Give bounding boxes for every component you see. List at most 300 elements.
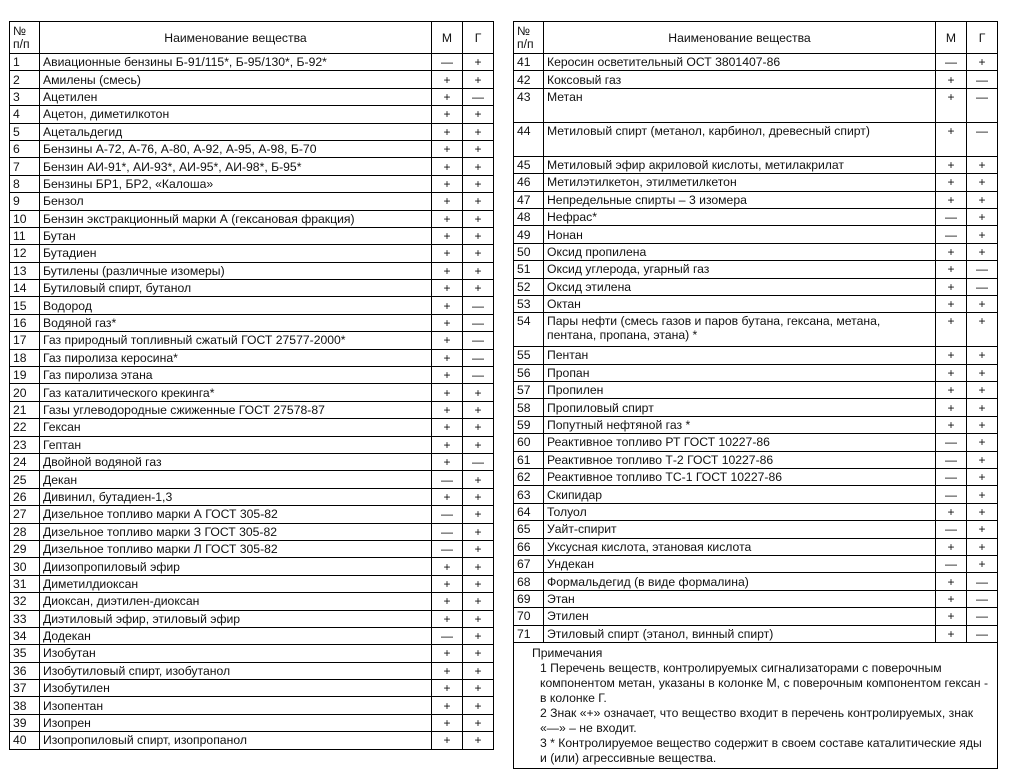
table-row — [10, 401, 494, 418]
substance-name: Изобутиловый спирт, изобутанол — [40, 662, 432, 679]
substance-name: Метан — [544, 88, 936, 122]
substance-name: Ундекан — [544, 555, 936, 572]
row-number: 39 — [10, 714, 40, 731]
substance-name: Дизельное топливо марки Л ГОСТ 305-82 — [40, 540, 432, 557]
row-number: 21 — [10, 401, 40, 418]
m-mark: + — [432, 297, 463, 314]
m-mark: + — [432, 280, 463, 297]
m-mark: + — [936, 122, 967, 156]
table-row — [10, 123, 494, 140]
substance-name: Уксусная кислота, этановая кислота — [544, 538, 936, 555]
substance-name: Этилен — [544, 608, 936, 625]
g-mark: — — [967, 573, 998, 590]
g-mark: + — [463, 714, 494, 731]
substance-name: Метилэтилкетон, этилметилкетон — [544, 174, 936, 191]
row-number: 66 — [514, 538, 544, 555]
g-mark: — — [463, 314, 494, 331]
g-mark: + — [463, 610, 494, 627]
table-row — [10, 506, 494, 523]
g-mark: + — [463, 506, 494, 523]
m-mark: + — [432, 314, 463, 331]
m-mark: + — [936, 399, 967, 416]
row-number: 46 — [514, 174, 544, 191]
row-number: 53 — [514, 295, 544, 312]
m-mark: + — [432, 558, 463, 575]
substance-name: Диэтиловый эфир, этиловый эфир — [40, 610, 432, 627]
g-mark: + — [967, 486, 998, 503]
row-number: 34 — [10, 627, 40, 644]
substance-name: Реактивное топливо РТ ГОСТ 10227-86 — [544, 434, 936, 451]
table-row — [10, 210, 494, 227]
g-mark: + — [967, 226, 998, 243]
m-mark: + — [432, 140, 463, 157]
g-mark: + — [967, 364, 998, 381]
table-row — [10, 680, 494, 697]
substance-name: Бутилены (различные изомеры) — [40, 262, 432, 279]
g-mark: — — [967, 71, 998, 88]
row-number: 54 — [514, 313, 544, 347]
m-mark: + — [936, 313, 967, 347]
g-mark: + — [463, 471, 494, 488]
header-g: Г — [967, 22, 998, 54]
table-row — [10, 54, 494, 71]
m-mark: — — [936, 486, 967, 503]
g-mark: + — [463, 262, 494, 279]
notes-block — [514, 642, 998, 768]
substance-name: Октан — [544, 295, 936, 312]
table-row — [514, 313, 998, 347]
m-mark: — — [432, 627, 463, 644]
table-row — [514, 261, 998, 278]
substance-name: Непредельные спирты – 3 изомера — [544, 191, 936, 208]
m-mark: — — [936, 434, 967, 451]
m-mark: + — [936, 382, 967, 399]
g-mark: — — [967, 625, 998, 642]
substance-name: Водород — [40, 297, 432, 314]
table-row — [514, 538, 998, 555]
substance-name: Нонан — [544, 226, 936, 243]
row-number: 47 — [514, 191, 544, 208]
m-mark: + — [432, 193, 463, 210]
table-row — [10, 436, 494, 453]
header-number: № п/п — [10, 22, 40, 54]
g-mark: + — [463, 54, 494, 71]
m-mark: + — [936, 625, 967, 642]
table-row — [514, 174, 998, 191]
m-mark: — — [936, 469, 967, 486]
row-number: 71 — [514, 625, 544, 642]
row-number: 24 — [10, 453, 40, 470]
row-number: 69 — [514, 590, 544, 607]
m-mark: + — [432, 453, 463, 470]
g-mark: + — [463, 558, 494, 575]
substance-name: Изопентан — [40, 697, 432, 714]
note-1: 1 Перечень веществ, контролируемых сигнализаторами с поверочным компонентом метан, указаны в колонке М, с поверочным компонентом гексан - в колонке Г. — [540, 660, 989, 705]
g-mark: + — [967, 451, 998, 468]
row-number: 7 — [10, 158, 40, 175]
m-mark: + — [432, 123, 463, 140]
m-mark: + — [432, 227, 463, 244]
substance-name: Ацетальдегид — [40, 123, 432, 140]
substance-name: Диизопропиловый эфир — [40, 558, 432, 575]
row-number: 35 — [10, 645, 40, 662]
row-number: 29 — [10, 540, 40, 557]
row-number: 61 — [514, 451, 544, 468]
m-mark: — — [432, 523, 463, 540]
m-mark: + — [936, 590, 967, 607]
g-mark: + — [463, 210, 494, 227]
substance-name: Гексан — [40, 419, 432, 436]
m-mark: + — [432, 262, 463, 279]
table-row — [514, 469, 998, 486]
table-row — [514, 122, 998, 156]
m-mark: + — [936, 295, 967, 312]
table-row — [514, 416, 998, 433]
m-mark: + — [432, 436, 463, 453]
row-number: 11 — [10, 227, 40, 244]
table-row — [10, 227, 494, 244]
substance-name: Бутан — [40, 227, 432, 244]
row-number: 2 — [10, 71, 40, 88]
m-mark: + — [936, 503, 967, 520]
g-mark: — — [463, 297, 494, 314]
substance-name: Формальдегид (в виде формалина) — [544, 573, 936, 590]
g-mark: + — [967, 521, 998, 538]
row-number: 55 — [514, 347, 544, 364]
table-row — [10, 610, 494, 627]
table-row — [10, 297, 494, 314]
row-number: 42 — [514, 71, 544, 88]
substance-name: Ацетилен — [40, 88, 432, 105]
m-mark: + — [936, 261, 967, 278]
table-row — [10, 558, 494, 575]
m-mark: + — [936, 156, 967, 173]
row-number: 43 — [514, 88, 544, 122]
substance-name: Диметилдиоксан — [40, 575, 432, 592]
g-mark: + — [463, 158, 494, 175]
table-row — [514, 347, 998, 364]
substance-name: Реактивное топливо ТС-1 ГОСТ 10227-86 — [544, 469, 936, 486]
m-mark: + — [936, 347, 967, 364]
row-number: 38 — [10, 697, 40, 714]
substance-name: Метиловый спирт (метанол, карбинол, древесный спирт) — [544, 122, 936, 156]
m-mark: — — [432, 54, 463, 71]
substance-name: Реактивное топливо Т-2 ГОСТ 10227-86 — [544, 451, 936, 468]
m-mark: + — [432, 488, 463, 505]
table-row — [10, 349, 494, 366]
m-mark: — — [936, 54, 967, 71]
m-mark: + — [432, 662, 463, 679]
g-mark: + — [463, 280, 494, 297]
substance-name: Пропилен — [544, 382, 936, 399]
row-number: 64 — [514, 503, 544, 520]
g-mark: — — [463, 332, 494, 349]
substances-table-right — [513, 21, 998, 769]
row-number: 50 — [514, 243, 544, 260]
row-number: 62 — [514, 469, 544, 486]
g-mark: — — [463, 453, 494, 470]
g-mark: + — [463, 140, 494, 157]
g-mark: + — [463, 106, 494, 123]
m-mark: + — [936, 573, 967, 590]
table-row — [10, 106, 494, 123]
substance-name: Газ природный топливный сжатый ГОСТ 27577-2000* — [40, 332, 432, 349]
row-number: 59 — [514, 416, 544, 433]
row-number: 31 — [10, 575, 40, 592]
substance-name: Уайт-спирит — [544, 521, 936, 538]
table-row — [10, 488, 494, 505]
substance-name: Гептан — [40, 436, 432, 453]
table-row — [514, 208, 998, 225]
table-row — [10, 523, 494, 540]
m-mark: + — [936, 416, 967, 433]
substance-name: Керосин осветительный ОСТ 3801407-86 — [544, 54, 936, 71]
m-mark: + — [936, 364, 967, 381]
m-mark: + — [432, 106, 463, 123]
g-mark: — — [967, 122, 998, 156]
m-mark: — — [936, 226, 967, 243]
substance-name: Декан — [40, 471, 432, 488]
substance-name: Оксид этилена — [544, 278, 936, 295]
substance-name: Толуол — [544, 503, 936, 520]
table-row — [10, 332, 494, 349]
g-mark: + — [967, 538, 998, 555]
g-mark: + — [967, 243, 998, 260]
substance-name: Попутный нефтяной газ * — [544, 416, 936, 433]
substance-name: Метиловый эфир акриловой кислоты, метилакрилат — [544, 156, 936, 173]
g-mark: + — [967, 54, 998, 71]
m-mark: — — [936, 555, 967, 572]
substance-name: Бензин экстракционный марки А (гексановая фракция) — [40, 210, 432, 227]
table-row — [514, 71, 998, 88]
table-row — [514, 451, 998, 468]
substance-name: Авиационные бензины Б-91/115*, Б-95/130*, Б-92* — [40, 54, 432, 71]
row-number: 25 — [10, 471, 40, 488]
substance-name: Газ пиролиза этана — [40, 367, 432, 384]
table-row — [514, 555, 998, 572]
header-number: № п/п — [514, 22, 544, 54]
substance-name: Газы углеводородные сжиженные ГОСТ 27578-87 — [40, 401, 432, 418]
row-number: 12 — [10, 245, 40, 262]
row-number: 63 — [514, 486, 544, 503]
g-mark: + — [967, 347, 998, 364]
m-mark: — — [432, 540, 463, 557]
m-mark: + — [432, 714, 463, 731]
table-row — [514, 399, 998, 416]
row-number: 30 — [10, 558, 40, 575]
g-mark: + — [463, 401, 494, 418]
g-mark: — — [967, 608, 998, 625]
row-number: 22 — [10, 419, 40, 436]
table-body-left — [10, 54, 494, 750]
m-mark: + — [936, 174, 967, 191]
table-row — [10, 662, 494, 679]
table-row — [514, 521, 998, 538]
m-mark: + — [432, 697, 463, 714]
table-row — [10, 140, 494, 157]
m-mark: — — [936, 208, 967, 225]
table-row — [514, 156, 998, 173]
g-mark: — — [463, 367, 494, 384]
g-mark: + — [463, 193, 494, 210]
row-number: 67 — [514, 555, 544, 572]
g-mark: + — [967, 382, 998, 399]
g-mark: — — [463, 88, 494, 105]
row-number: 16 — [10, 314, 40, 331]
table-row — [514, 590, 998, 607]
m-mark: + — [936, 538, 967, 555]
table-row — [10, 453, 494, 470]
substance-name: Пентан — [544, 347, 936, 364]
row-number: 32 — [10, 593, 40, 610]
m-mark: + — [936, 191, 967, 208]
row-number: 41 — [514, 54, 544, 71]
row-number: 37 — [10, 680, 40, 697]
header-substance-name: Наименование вещества — [40, 22, 432, 54]
m-mark: + — [432, 610, 463, 627]
m-mark: — — [936, 451, 967, 468]
row-number: 15 — [10, 297, 40, 314]
table-row — [514, 54, 998, 71]
row-number: 51 — [514, 261, 544, 278]
m-mark: + — [432, 88, 463, 105]
substance-name: Бутиловый спирт, бутанол — [40, 280, 432, 297]
m-mark: + — [432, 732, 463, 749]
header-substance-name: Наименование вещества — [544, 22, 936, 54]
m-mark: — — [936, 521, 967, 538]
row-number: 14 — [10, 280, 40, 297]
table-row — [10, 384, 494, 401]
table-row — [514, 364, 998, 381]
table-body-right — [514, 54, 998, 643]
table-row — [10, 540, 494, 557]
g-mark: + — [463, 123, 494, 140]
row-number: 33 — [10, 610, 40, 627]
row-number: 36 — [10, 662, 40, 679]
row-number: 52 — [514, 278, 544, 295]
g-mark: + — [463, 540, 494, 557]
table-row — [514, 278, 998, 295]
table-row — [514, 608, 998, 625]
row-number: 23 — [10, 436, 40, 453]
substance-name: Бензины А-72, А-76, А-80, А-92, А-95, А-98, Б-70 — [40, 140, 432, 157]
m-mark: — — [432, 471, 463, 488]
substances-table-left — [9, 21, 494, 750]
g-mark: + — [463, 697, 494, 714]
m-mark: + — [432, 245, 463, 262]
table-row — [10, 575, 494, 592]
table-row — [514, 88, 998, 122]
g-mark: + — [463, 732, 494, 749]
m-mark: + — [432, 71, 463, 88]
g-mark: + — [463, 71, 494, 88]
row-number: 13 — [10, 262, 40, 279]
substance-name: Газ пиролиза керосина* — [40, 349, 432, 366]
table-row — [514, 486, 998, 503]
substance-name: Дизельное топливо марки З ГОСТ 305-82 — [40, 523, 432, 540]
row-number: 17 — [10, 332, 40, 349]
table-row — [10, 593, 494, 610]
row-number: 1 — [10, 54, 40, 71]
substance-name: Двойной водяной газ — [40, 453, 432, 470]
table-row — [514, 573, 998, 590]
m-mark: + — [432, 575, 463, 592]
m-mark: + — [432, 401, 463, 418]
g-mark: + — [463, 662, 494, 679]
substance-name: Изобутилен — [40, 680, 432, 697]
row-number: 8 — [10, 175, 40, 192]
row-number: 26 — [10, 488, 40, 505]
m-mark: + — [936, 608, 967, 625]
row-number: 70 — [514, 608, 544, 625]
table-row — [10, 245, 494, 262]
table-row — [10, 193, 494, 210]
g-mark: + — [967, 469, 998, 486]
row-number: 20 — [10, 384, 40, 401]
g-mark: + — [967, 555, 998, 572]
row-number: 45 — [514, 156, 544, 173]
g-mark: + — [967, 174, 998, 191]
substance-name: Коксовый газ — [544, 71, 936, 88]
table-row — [514, 503, 998, 520]
row-number: 5 — [10, 123, 40, 140]
table-row — [10, 645, 494, 662]
m-mark: + — [432, 158, 463, 175]
g-mark: + — [967, 313, 998, 347]
g-mark: — — [463, 349, 494, 366]
m-mark: + — [432, 645, 463, 662]
row-number: 44 — [514, 122, 544, 156]
header-m: М — [432, 22, 463, 54]
substance-name: Додекан — [40, 627, 432, 644]
table-row — [514, 243, 998, 260]
m-mark: + — [432, 593, 463, 610]
g-mark: + — [463, 227, 494, 244]
substance-name: Дивинил, бутадиен-1,3 — [40, 488, 432, 505]
g-mark: + — [463, 593, 494, 610]
m-mark: + — [432, 332, 463, 349]
header-g: Г — [463, 22, 494, 54]
substance-name: Оксид углерода, угарный газ — [544, 261, 936, 278]
substance-name: Нефрас* — [544, 208, 936, 225]
table-row — [10, 732, 494, 749]
g-mark: + — [463, 680, 494, 697]
substance-name: Оксид пропилена — [544, 243, 936, 260]
table-row — [514, 226, 998, 243]
row-number: 4 — [10, 106, 40, 123]
g-mark: — — [967, 261, 998, 278]
m-mark: + — [936, 88, 967, 122]
table-row — [10, 262, 494, 279]
row-number: 9 — [10, 193, 40, 210]
table-row — [10, 175, 494, 192]
substance-name: Изопропиловый спирт, изопропанол — [40, 732, 432, 749]
g-mark: + — [967, 156, 998, 173]
table-row — [10, 71, 494, 88]
g-mark: + — [463, 436, 494, 453]
substance-name: Водяной газ* — [40, 314, 432, 331]
substance-name: Бензин АИ-91*, АИ-93*, АИ-95*, АИ-98*, Б-95* — [40, 158, 432, 175]
m-mark: + — [432, 419, 463, 436]
m-mark: + — [432, 349, 463, 366]
m-mark: + — [936, 71, 967, 88]
substance-name: Газ каталитического крекинга* — [40, 384, 432, 401]
substance-name: Бутадиен — [40, 245, 432, 262]
substance-name: Пропан — [544, 364, 936, 381]
g-mark: — — [967, 590, 998, 607]
row-number: 56 — [514, 364, 544, 381]
g-mark: + — [463, 488, 494, 505]
